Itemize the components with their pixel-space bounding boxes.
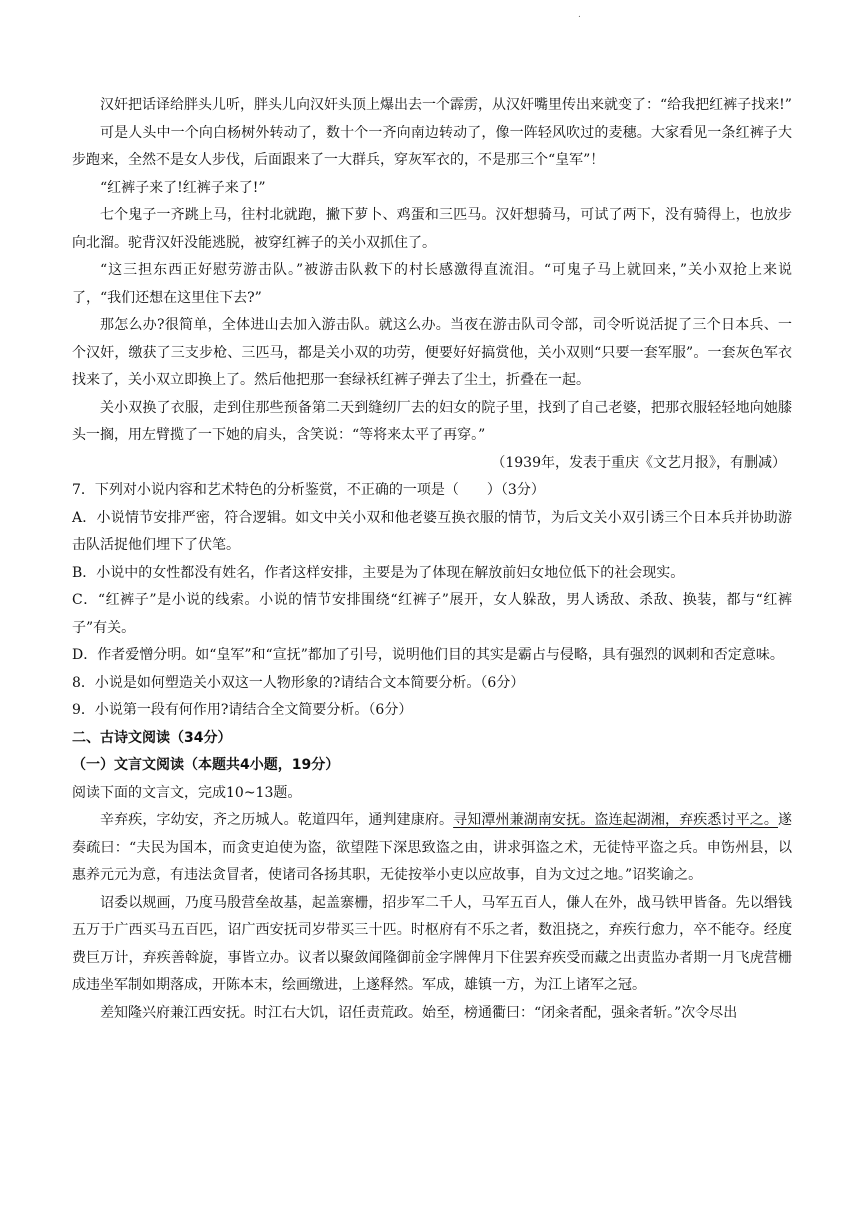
subsection-title: （一）文言文阅读（本题共4小题，19分） [72, 757, 340, 773]
story-paragraph: 那怎么办?很简单，全体进山去加入游击队。就这么办。当夜在游击队司令部，司令听说活捉了三个日本兵、一个汉奸，缴获了三支步枪、三匹马，都是关小双的功劳，便要好好搞赏他，关小双则“只要一套军服”。一套灰色军衣找来了，关小双立即换上了。然后他把那一套绿袄红裤子弹去了尘土，折叠在一起。 [72, 317, 792, 388]
story-paragraph: 可是人头中一个向白杨树外转动了，数十个一齐向南边转动了，像一阵轻风吹过的麦穗。大家看见一条红裤子大步跑来，全然不是女人步伐，后面跟来了一大群兵，穿灰军衣的，不是那三个“皇军”！ [72, 124, 792, 168]
classical-paragraph: 诏委以规画，乃度马殷营垒故基，起盖寨栅，招步军二千人，马军五百人，傔人在外，战马铁甲皆备。先以缗钱五万于广西买马五百匹，诏广西安抚司岁带买三十匹。时枢府有不乐之者，数沮挠之，弃疾行愈力，卒不能夺。经度费巨万计，弃疾善斡旋，事皆立办。议者以聚敛闻隆御前金字牌俾月下住罢弃疾受而藏之出责监办者期一月飞虎营栅成违坐军制如期落成，开陈本末，绘画缴进，上遂释然。军成，雄镇一方，为江上诸军之冠。 [72, 894, 792, 993]
classical-paragraph [72, 807, 792, 890]
story-paragraph: 七个鬼子一齐跳上马，往村北就跑，撇下萝卜、鸡蛋和三匹马。汉奸想骑马，可试了两下，没有骑得上，也放步向北溜。驼背汉奸没能逃脱，被穿红裤子的关小双抓住了。 [72, 207, 792, 251]
story-paragraph: “红裤子来了!红裤子来了!” [100, 179, 266, 196]
section-title: 二、古诗文阅读（34分） [72, 729, 232, 746]
question-7-option-b: B．小说中的女性都没有姓名，作者这样安排，主要是为了体现在解放前妇女地位低下的社会现实。 [72, 564, 685, 581]
question-7-option-d: D．作者爱憎分明。如“皇军”和“宣抚”都加了引号，说明他们目的其实是霸占与侵略，具有强烈的讽刺和否定意味。 [72, 647, 784, 663]
question-7: 7．下列对小说内容和艺术特色的分析鉴赏，不正确的一项是（ ）（3分） [72, 482, 545, 498]
classical-paragraph: 差知隆兴府兼江西安抚。时江右大饥，诏任责荒政。始至，榜通衢曰：“闭籴者配，强籴者斩。”次令尽出 [100, 1004, 738, 1021]
story-paragraph: 汉奸把话译给胖头儿听，胖头儿向汉奸头顶上爆出去一个霹雳，从汉奸嘴里传出来就变了：“给我把红裤子找来!” [100, 97, 792, 113]
question-7-option-a: A．小说情节安排严密，符合逻辑。如文中关小双和他老婆互换衣服的情节，为后文关小双引诱三个日本兵并协助游击队活捉他们埋下了伏笔。 [72, 509, 792, 553]
story-paragraph: “这三担东西正好慰劳游击队。”被游击队救下的村长感激得直流泪。“可鬼子马上就回来，”关小双抢上来说了，“我们还想在这里住下去?” [72, 262, 792, 306]
classical-text: 遂奏疏曰：“夫民为国本，而贪吏迫使为盗，欲望陛下深思致盗之由，讲求弭盗之术，无徒恃平盗之兵。申饬州县，以惠养元元为意，有违法贪冒者，使诸司各扬其职，无徒按举小吏以应故事，自为文过之地。”诏奖谕之。 [72, 812, 792, 883]
classical-text: 辛弃疾，字幼安，齐之历城人。乾道四年，通判建康府。 [100, 812, 454, 828]
question-9: 9．小说第一段有何作用?请结合全文简要分析。（6分） [72, 702, 413, 718]
underlined-sentence: 寻知潭州兼湖南安抚。盗连起湖湘，弃疾悉讨平之。 [453, 812, 778, 828]
header-mark: . [578, 10, 581, 20]
story-paragraph: 关小双换了衣服，走到住那些预备第二天到缝纫厂去的妇女的院子里，找到了自己老婆，把那衣服轻轻地向她膝头一搁，用左臂揽了一下她的肩头，含笑说：“等将来太平了再穿。” [72, 399, 792, 443]
document-body [72, 92, 792, 1027]
reading-instruction: 阅读下面的文言文，完成10~13题。 [72, 784, 302, 801]
story-source: （1939年，发表于重庆《文艺月报》，有删减） [491, 454, 786, 471]
question-8: 8．小说是如何塑造关小双这一人物形象的?请结合文本简要分析。（6分） [72, 674, 525, 691]
question-7-option-c: C．“红裤子”是小说的线索。小说的情节安排围绕“红裤子”展开，女人躲敌，男人诱敌、杀敌、换装，都与“红裤子”有关。 [72, 592, 792, 636]
